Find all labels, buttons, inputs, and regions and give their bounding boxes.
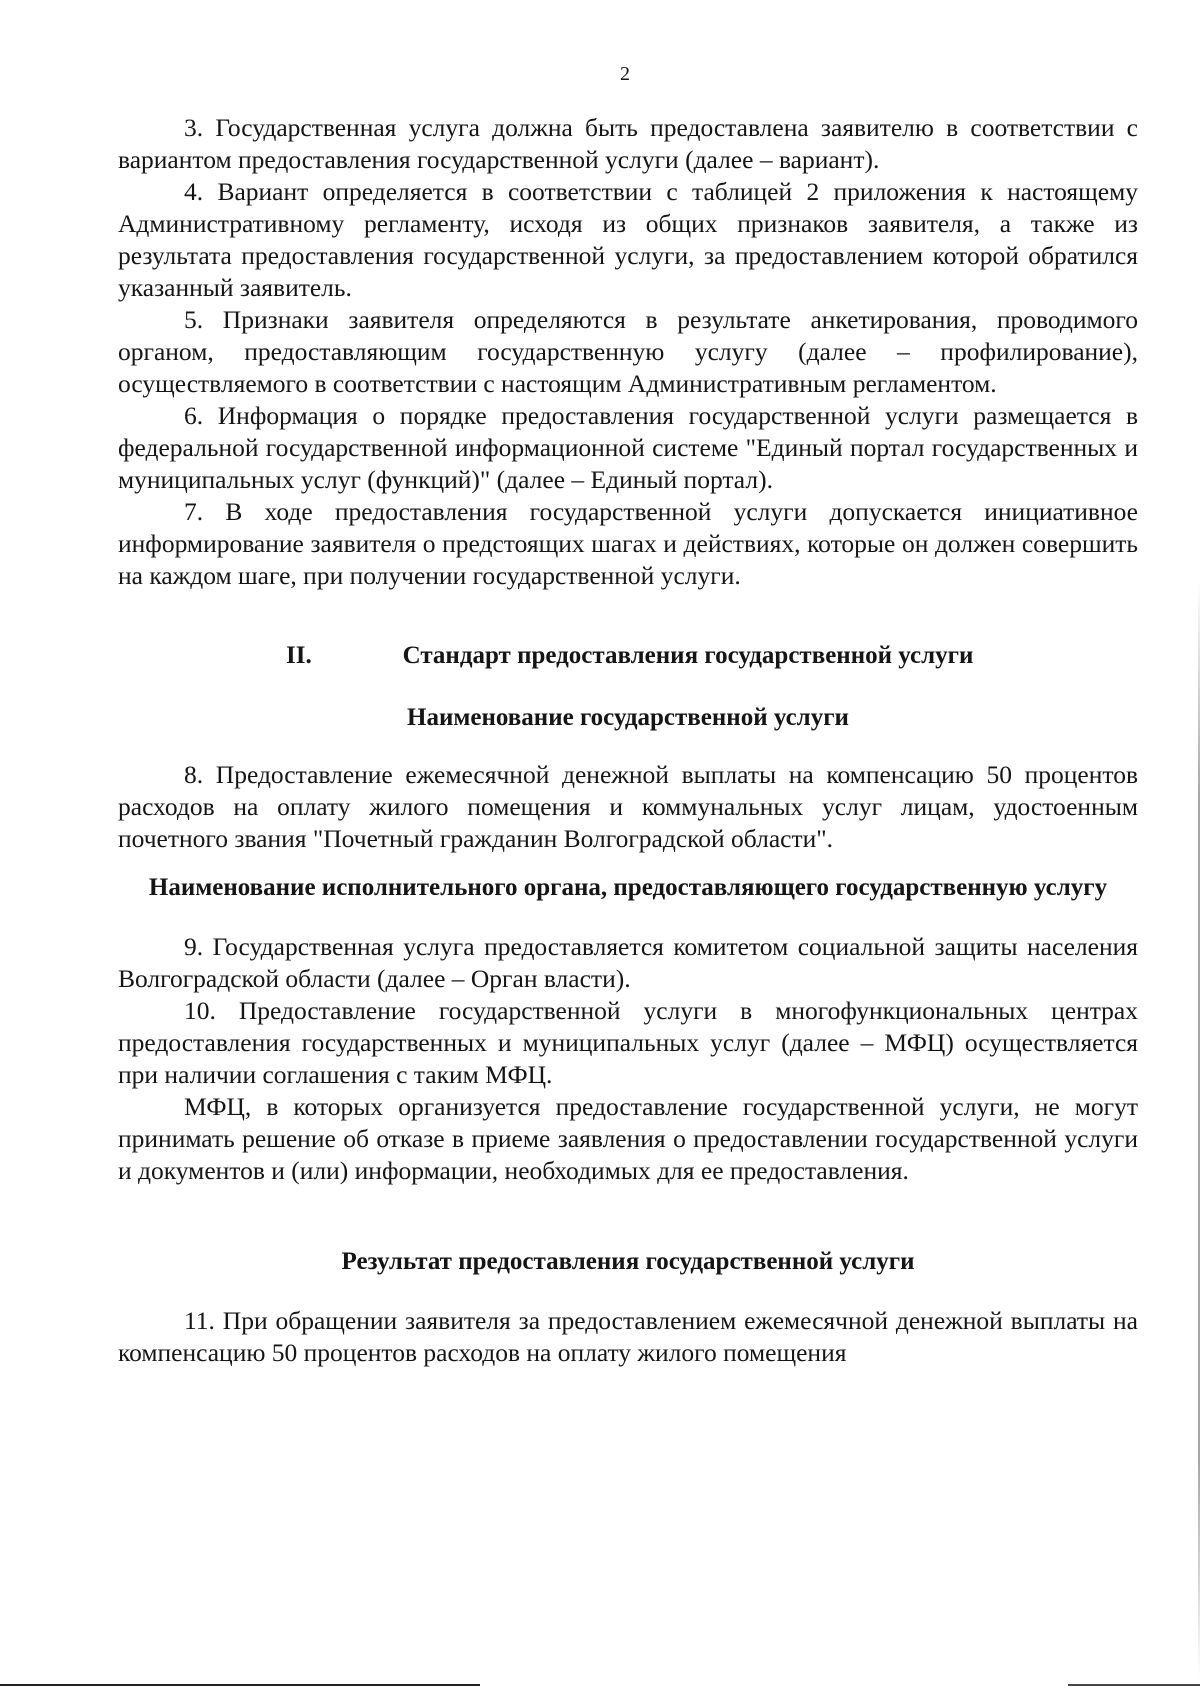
page-number: 2 [620, 63, 630, 85]
paragraph-9: 9. Государственная услуга предоставляется комитетом социальной защиты населения Волгоградской области (далее – Орган власти). [118, 932, 1138, 993]
heading-service-name: Наименование государственной услуги [407, 704, 849, 731]
paragraph-6: 6. Информация о порядке предоставления государственной услуги размещается в федеральной государственной информационной системе "Единый портал государственных и муниципальных услуг (функций)" (далее – Единый портал). [118, 401, 1138, 494]
paragraph-3: 3. Государственная услуга должна быть предоставлена заявителю в соответствии с вариантом предоставления государственной услуги (далее – вариант). [118, 113, 1138, 174]
heading-executive-body: Наименование исполнительного органа, предоставляющего государственную услугу [148, 874, 1108, 901]
section-ii-heading [118, 639, 1138, 673]
heading-result: Результат предоставления государственной услуги [341, 1248, 915, 1275]
section-title: Стандарт предоставления государственной услуги [402, 642, 974, 669]
document-body [118, 112, 1138, 1369]
paragraph-4: 4. Вариант определяется в соответствии с таблицей 2 приложения к настоящему Административному регламенту, исходя из общих признаков заявителя, а также из результата предоставления государственной услуги, за предоставлением которой обратился указанный заявитель. [118, 177, 1138, 302]
paragraph-8: 8. Предоставление ежемесячной денежной выплаты на компенсацию 50 процентов расходов на оплату жилого помещения и коммунальных услуг лицам, удостоенным почетного звания "Почетный гражданин Волгоградской области". [118, 760, 1138, 853]
section-number: II. [286, 642, 312, 669]
paragraph-7: 7. В ходе предоставления государственной услуги допускается инициативное информирование заявителя о предстоящих шагах и действиях, которые он должен совершить на каждом шаге, при получении государственной услуги. [118, 497, 1138, 590]
scan-bottom-line [0, 1684, 480, 1686]
paragraph-5: 5. Признаки заявителя определяются в результате анкетирования, проводимого органом, предоставляющим государственную услугу (далее – профилирование), осуществляемого в соответствии с настоящим Административным регламентом. [118, 305, 1138, 398]
paragraph-mfc: МФЦ, в которых организуется предоставление государственной услуги, не могут принимать решение об отказе в приеме заявления о предоставлении государственной услуги и документов и (или) информации, необходимых для ее предоставления. [118, 1092, 1138, 1185]
scan-bottom-line-right [1068, 1684, 1200, 1686]
paragraph-11: 11. При обращении заявителя за предоставлением ежемесячной денежной выплаты на компенсацию 50 процентов расходов на оплату жилого помещения [118, 1306, 1138, 1367]
paragraph-10: 10. Предоставление государственной услуги в многофункциональных центрах предоставления государственных и муниципальных услуг (далее – МФЦ) осуществляется при наличии соглашения с таким МФЦ. [118, 996, 1138, 1089]
